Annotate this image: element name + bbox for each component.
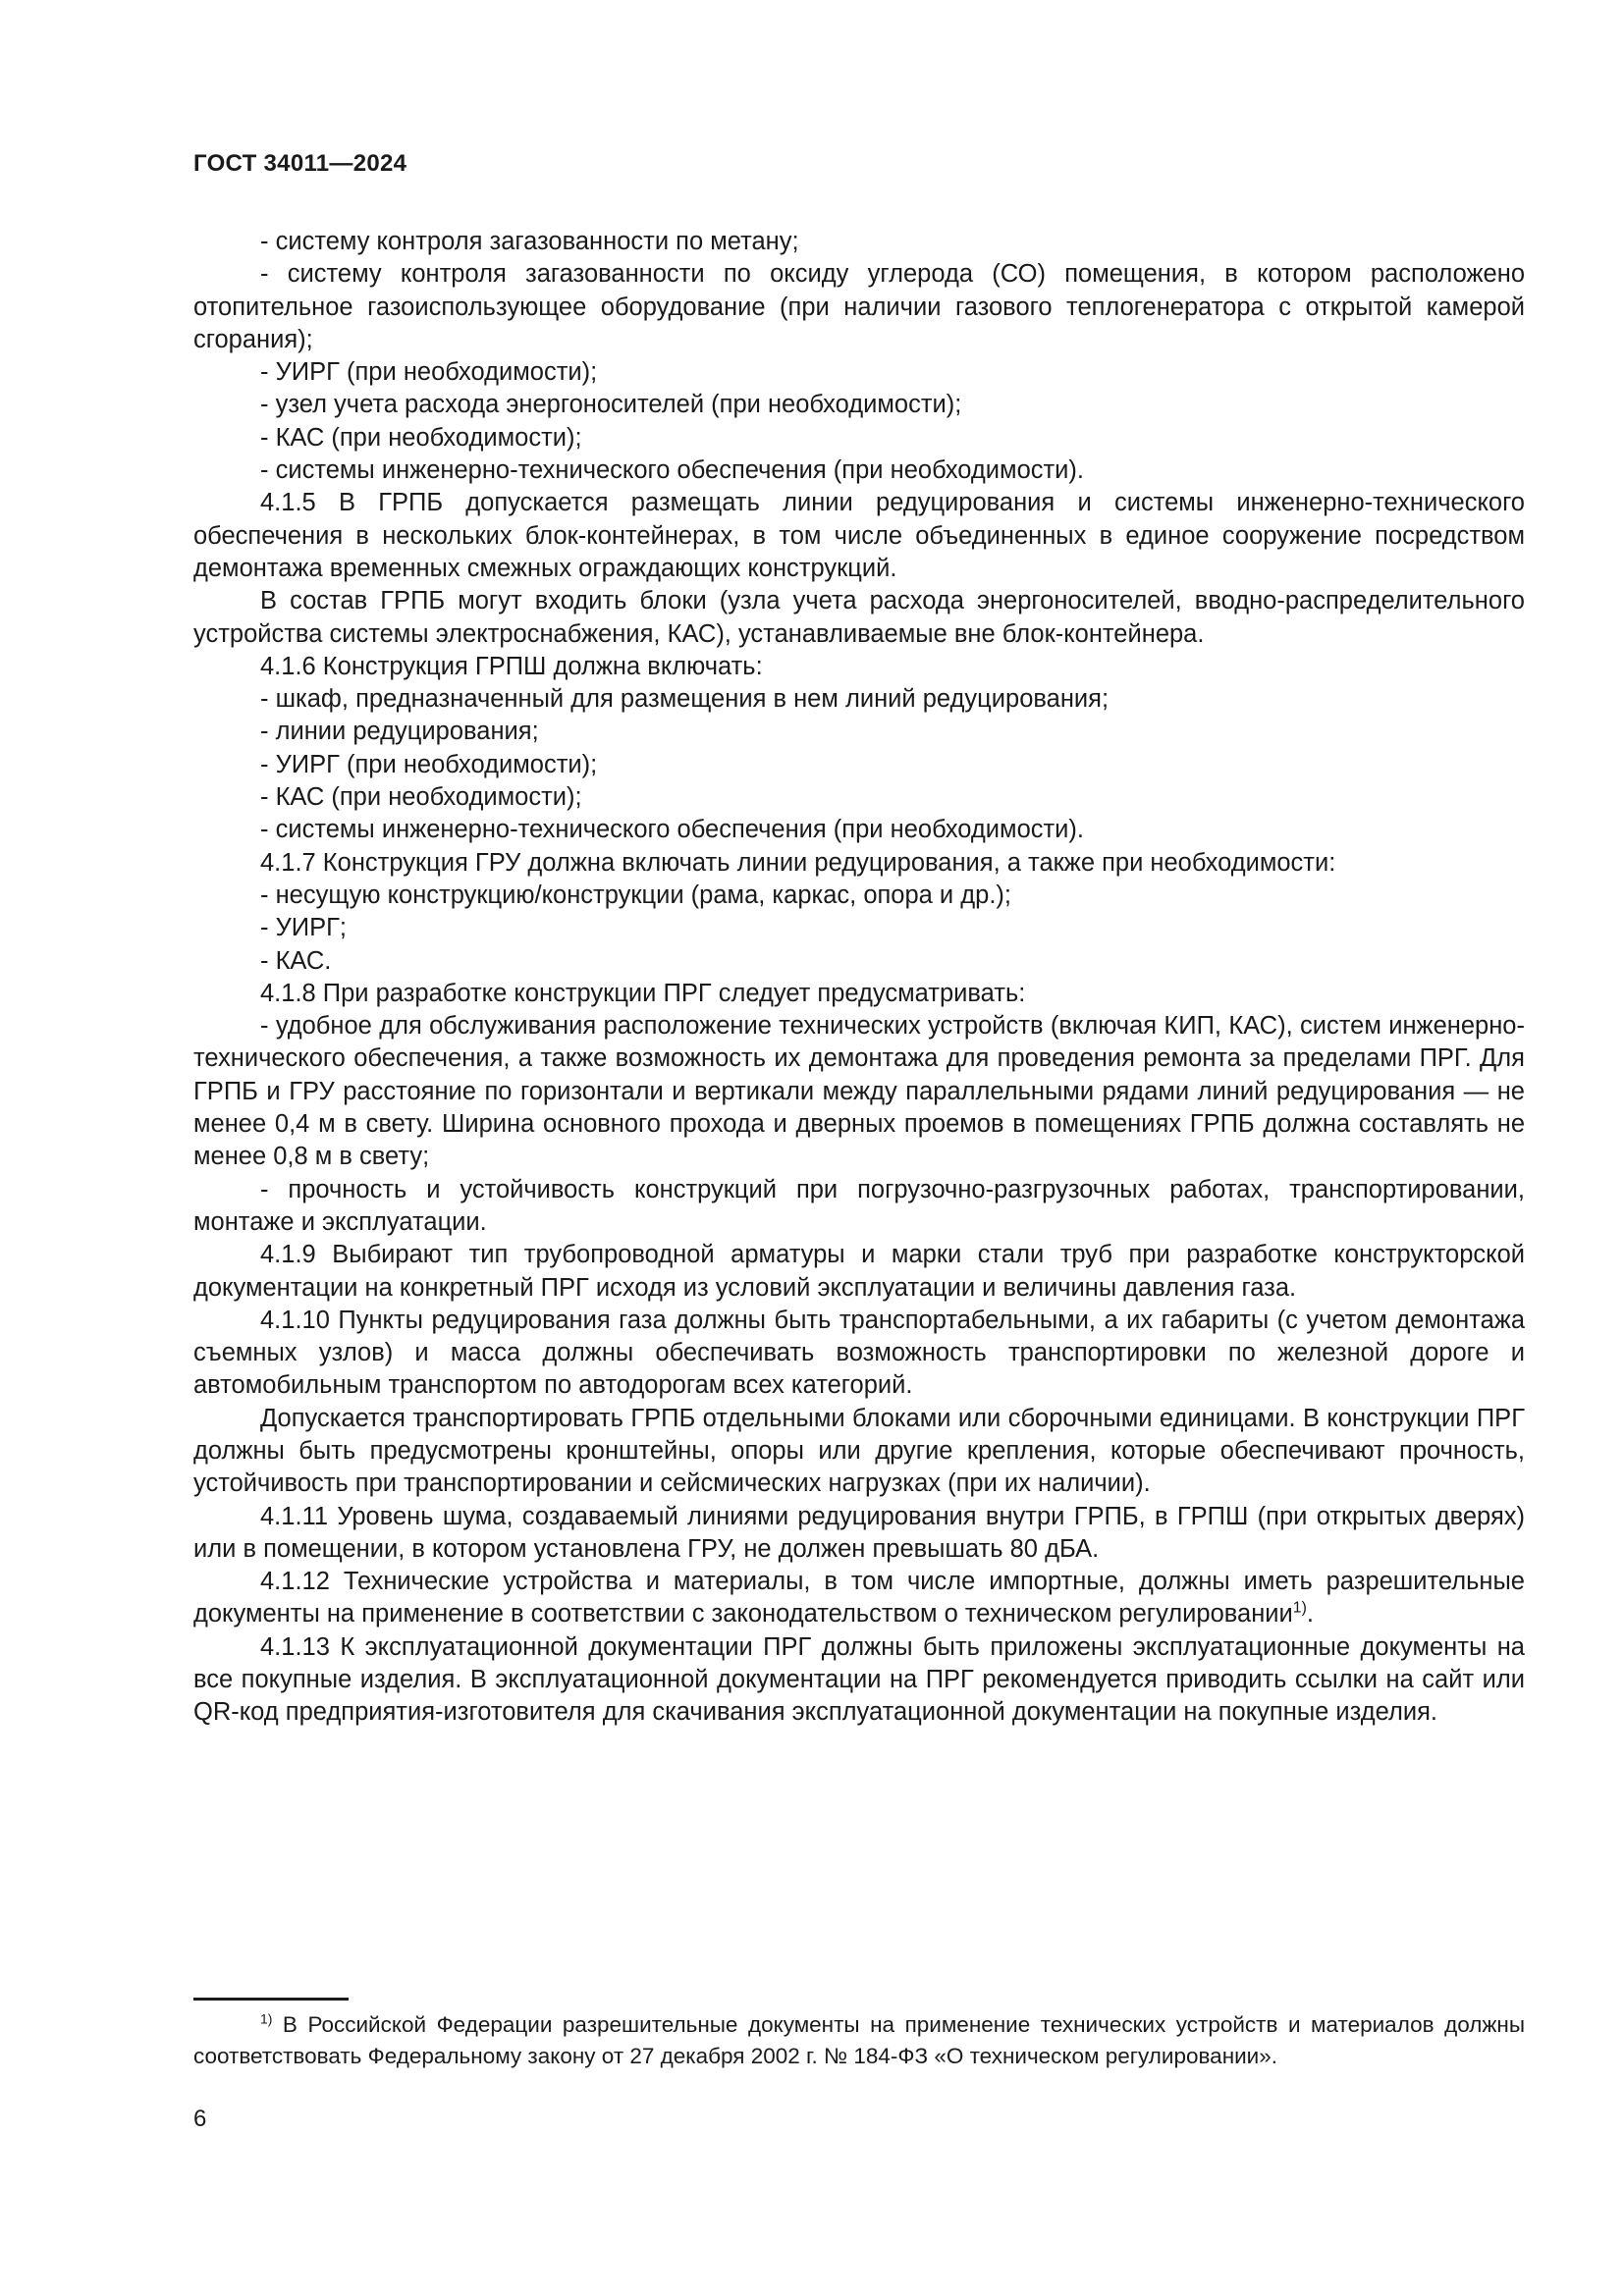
list-item: - КАС (при необходимости); (260, 783, 582, 812)
paragraph-grpb-blocks: В состав ГРПБ могут входить блоки (узла учета расхода энергоносителей, вводно-распределительного устройства системы электроснабжения, КАС), устанавливаемые вне блок-контейнера. (193, 587, 1525, 648)
clause-4-1-6: 4.1.6 Конструкция ГРПШ должна включать: (260, 652, 763, 680)
footnote-text: В Российской Федерации разрешительные документы на применение технических устройств и материалов должны соответствовать Федеральному закону от 27 декабря 2002 г. № 184-ФЗ «О техническом регулировании». (193, 2012, 1525, 2068)
footnote-marker: 1) (260, 2010, 273, 2027)
list-item: - КАС (при необходимости); (260, 423, 582, 452)
list-item: - узел учета расхода энергоносителей (при необходимости); (260, 391, 962, 419)
list-item: - систему контроля загазованности по метану; (260, 228, 799, 255)
list-item: - системы инженерно-технического обеспечения (при необходимости). (260, 456, 1084, 485)
list-item: - УИРГ (при необходимости); (260, 358, 598, 387)
paragraph-transport: Допускается транспортировать ГРПБ отдельными блоками или сборочными единицами. В конструкции ПРГ должны быть предусмотрены кронштейны, опоры или другие крепления, которые обеспечивают прочность, устойчивость при транспортировании и сейсмических нагрузках (при их наличии). (193, 1404, 1525, 1498)
clause-4-1-8: 4.1.8 При разработке конструкции ПРГ следует предусматривать: (260, 979, 1026, 1007)
clause-4-1-10: 4.1.10 Пункты редуцирования газа должны быть транспортабельными, а их габариты (с учетом демонтажа съемных узлов) и масса должны обеспечивать возможность транспортировки по железной дороге и автомобильным транспортом по автодорогам всех категорий. (193, 1306, 1525, 1400)
footnote (193, 2009, 1525, 2072)
clause-4-1-12-text: 4.1.12 Технические устройства и материалы, в том числе импортные, должны иметь разрешительные документы на применение в соответствии с законодательством о техническом регулировании (193, 1568, 1525, 1629)
list-item: - КАС. (260, 946, 332, 975)
clause-4-1-13: 4.1.13 К эксплуатационной документации ПРГ должны быть приложены эксплуатационные документы на все покупные изделия. В эксплуатационной документации на ПРГ рекомендуется приводить ссылки на сайт или QR-код предприятия-изготовителя для скачивания эксплуатационной документации на покупные изделия. (193, 1632, 1525, 1727)
list-item: - УИРГ (при необходимости); (260, 750, 598, 778)
clause-4-1-5: 4.1.5 В ГРПБ допускается размещать линии редуцирования и системы инженерно-технического обеспечения в нескольких блок-контейнерах, в том числе объединенных в единое сооружение посредством демонтажа временных смежных ограждающих конструкций. (193, 489, 1525, 582)
list-item: - удобное для обслуживания расположение технических устройств (включая КИП, КАС), систем инженерно-технического обеспечения, а также возможность их демонтажа для проведения ремонта за пределами ПРГ. Для ГРПБ и ГРУ расстояние по горизонтали и вертикали между параллельными рядами линий редуцирования — не менее 0,4 м в свету. Ширина основного прохода и дверных проемов в помещениях ГРПБ должна составлять не менее 0,8 м в свету; (193, 1012, 1525, 1171)
list-item: - линии редуцирования; (260, 718, 539, 746)
clause-4-1-9: 4.1.9 Выбирают тип трубопроводной арматуры и марки стали труб при разработке конструкторской документации на конкретный ПРГ исходя из условий эксплуатации и величины давления газа. (193, 1241, 1525, 1302)
footnote-reference[interactable]: 1) (1292, 1599, 1307, 1617)
list-item: - систему контроля загазованности по оксиду углерода (СО) помещения, в котором расположено отопительное газоиспользующее оборудование (при наличии газового теплогенератора с открытой камерой сгорания); (193, 260, 1525, 353)
list-item: - шкаф, предназначенный для размещения в нем линий редуцирования; (260, 685, 1110, 714)
list-item: - системы инженерно-технического обеспечения (при необходимости). (260, 816, 1084, 844)
clause-4-1-7: 4.1.7 Конструкция ГРУ должна включать линии редуцирования, а также при необходимости: (260, 848, 1336, 877)
body-text (193, 226, 1525, 1730)
clause-4-1-12 (193, 1566, 1525, 1631)
document-header: ГОСТ 34011—2024 (193, 150, 407, 177)
clause-4-1-12-end: . (1306, 1600, 1314, 1629)
page-number: 6 (193, 2106, 207, 2132)
list-item: - несущую конструкцию/конструкции (рама, каркас, опора и др.); (260, 881, 1011, 909)
list-item: - УИРГ; (260, 914, 348, 942)
clause-4-1-11: 4.1.11 Уровень шума, создаваемый линиями редуцирования внутри ГРПБ, в ГРПШ (при открытых дверях) или в помещении, в котором установлена ГРУ, не должен превышать 80 дБА. (193, 1502, 1525, 1563)
footnote-divider (193, 1998, 349, 2001)
list-item: - прочность и устойчивость конструкций при погрузочно-разгрузочных работах, транспортировании, монтаже и эксплуатации. (193, 1175, 1525, 1236)
